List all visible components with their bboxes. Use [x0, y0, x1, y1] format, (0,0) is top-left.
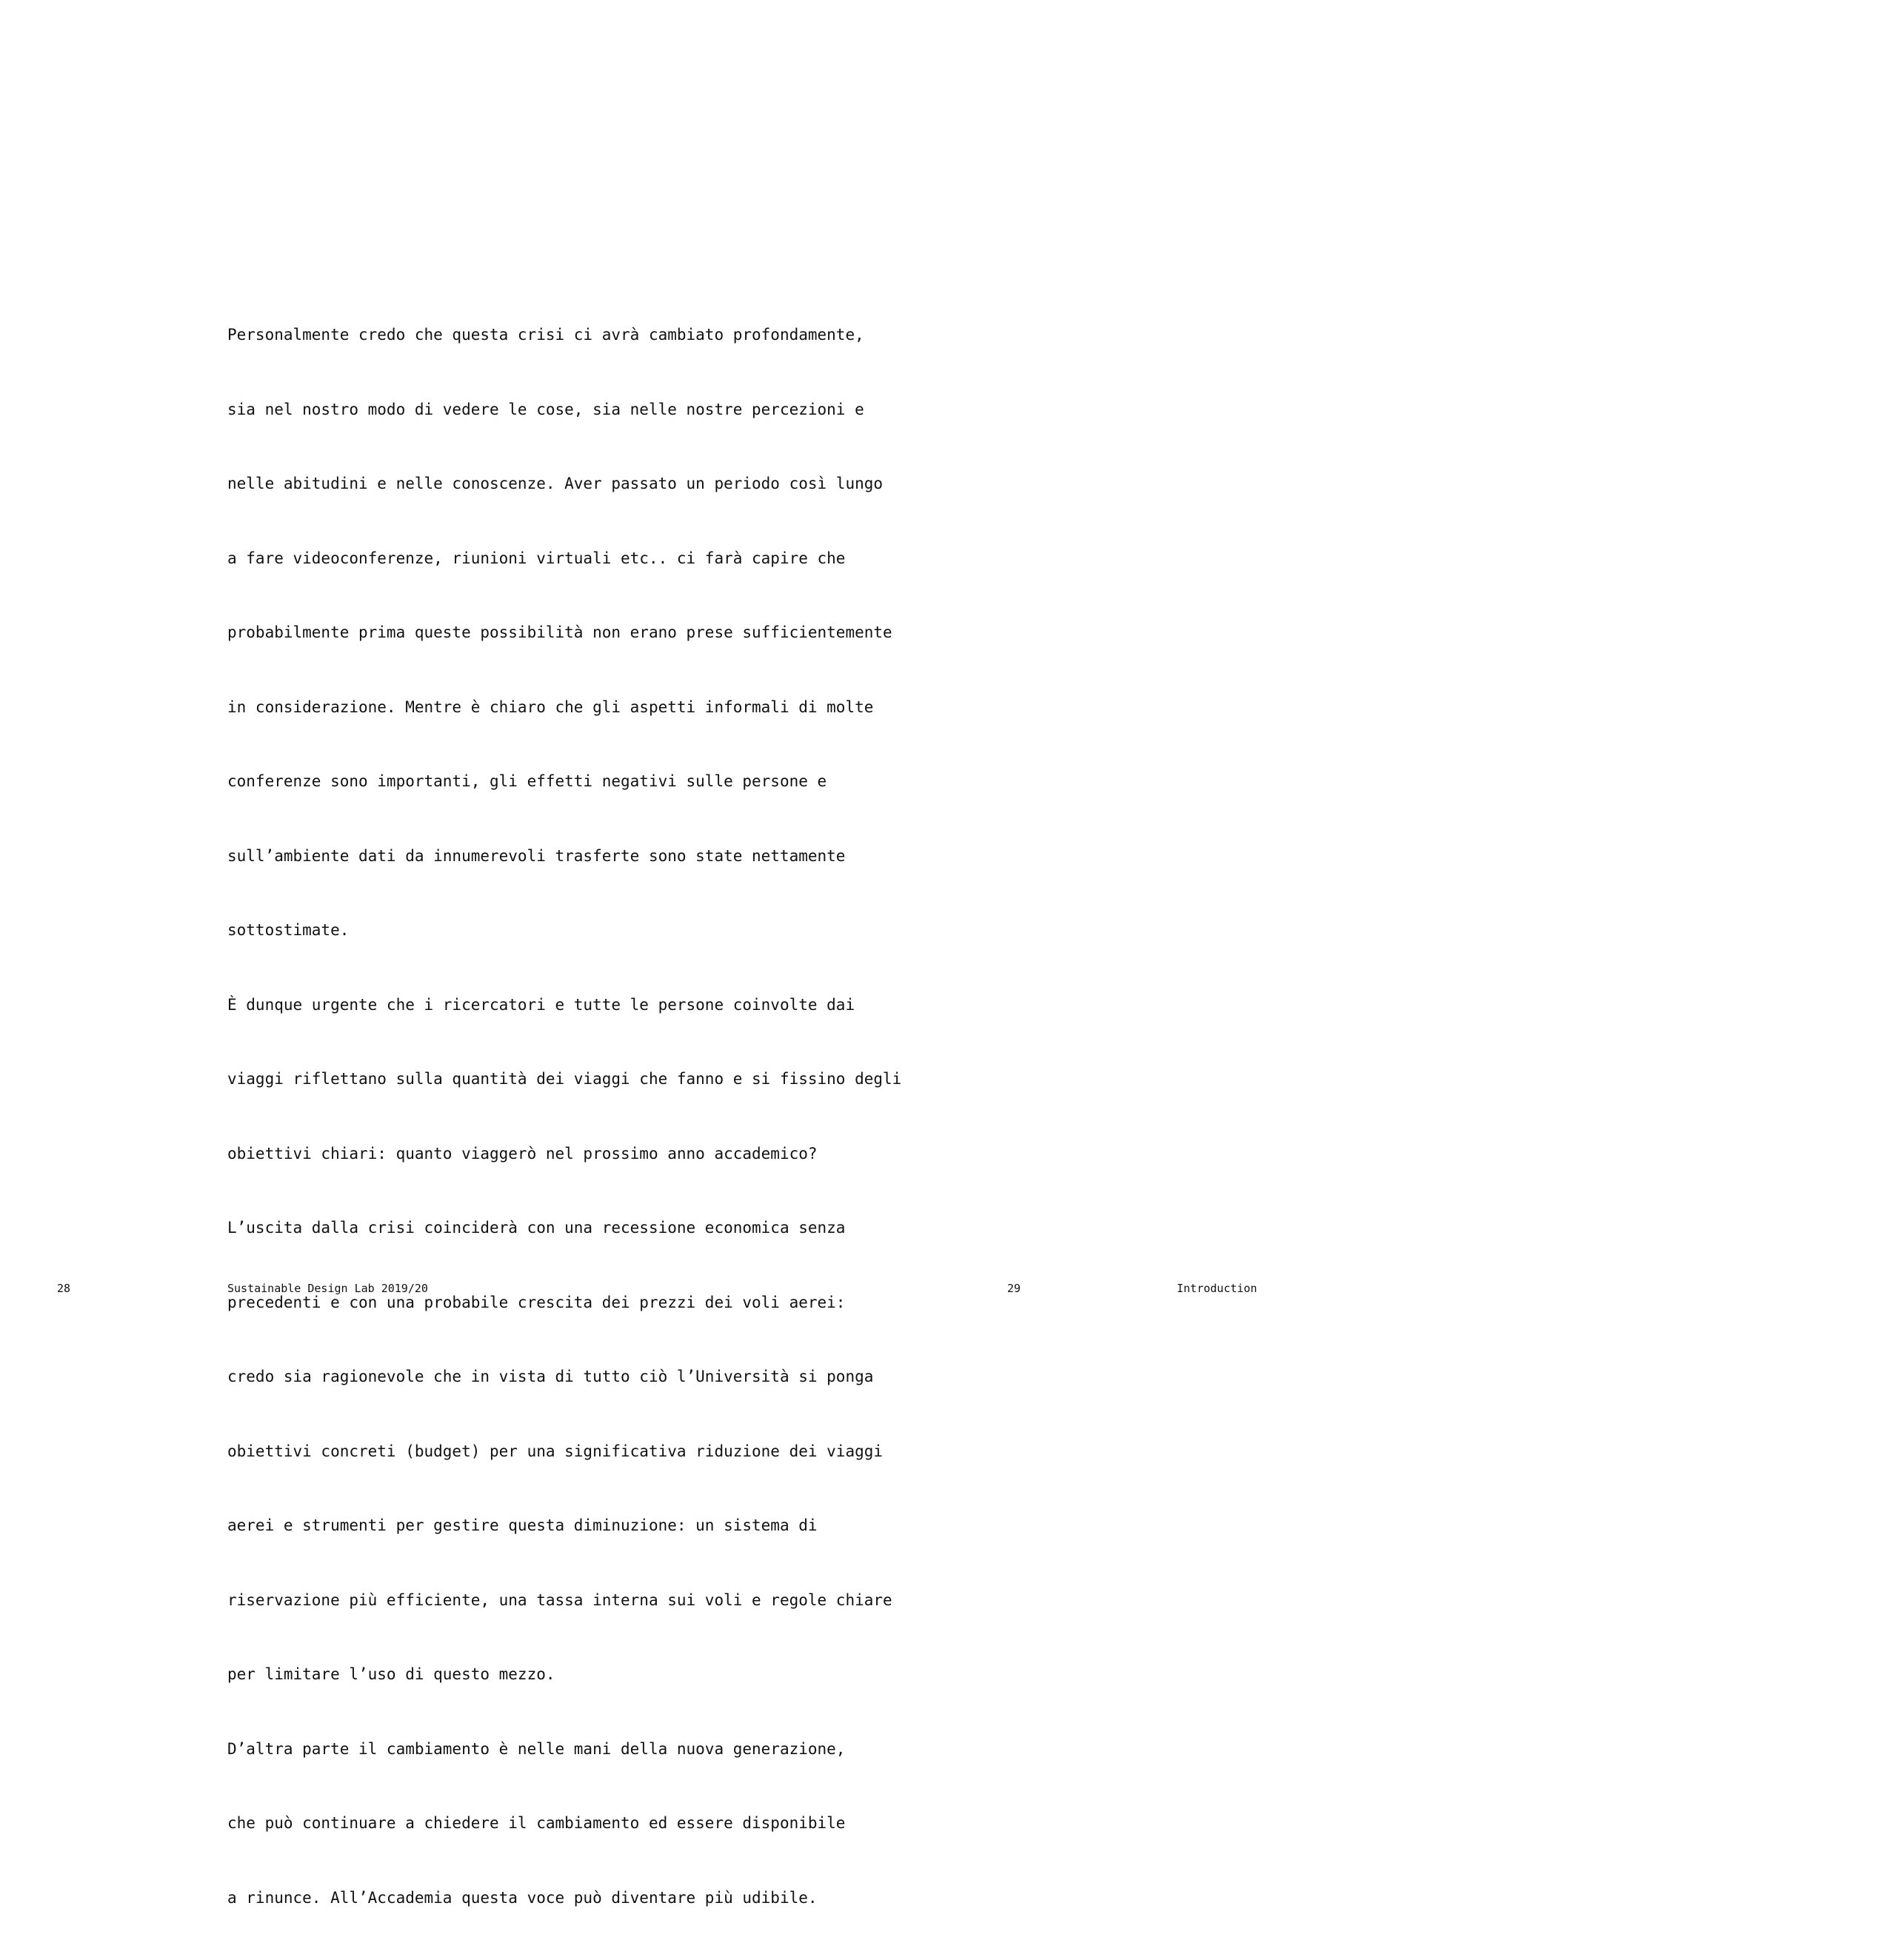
left-page-number: 28	[57, 1282, 71, 1295]
body-line: conferenze sono importanti, gli effetti negativi sulle persone e	[227, 772, 827, 790]
body-line: a fare videoconferenze, riunioni virtuali etc.. ci farà capire che	[227, 549, 846, 567]
body-line: È dunque urgente che i ricercatori e tutte le persone coinvolte dai	[227, 995, 855, 1014]
left-running-title: Sustainable Design Lab 2019/20	[227, 1282, 428, 1295]
body-line: credo sia ragionevole che in vista di tutto ciò l’Università si ponga	[227, 1368, 874, 1385]
body-line: sottostimate.	[227, 921, 350, 939]
body-text	[227, 273, 924, 1960]
body-line: per limitare l’uso di questo mezzo.	[227, 1665, 555, 1683]
body-line: obiettivi concreti (budget) per una significativa riduzione dei viaggi	[227, 1442, 884, 1460]
body-line: D’altra parte il cambiamento è nelle mani della nuova generazione,	[227, 1739, 846, 1758]
body-line: sia nel nostro modo di vedere le cose, sia nelle nostre percezioni e	[227, 400, 864, 418]
body-line: Personalmente credo che questa crisi ci avrà cambiato profondamente,	[227, 326, 864, 344]
body-line: L’uscita dalla crisi coinciderà con una recessione economica senza	[227, 1219, 846, 1237]
body-line: viaggi riflettano sulla quantità dei viaggi che fanno e si fissino degli	[227, 1070, 902, 1088]
body-line: riservazione più efficiente, una tassa interna sui voli e regole chiare	[227, 1591, 892, 1609]
body-line: sull’ambiente dati da innumerevoli trasferte sono state nettamente	[227, 846, 846, 865]
body-line: in considerazione. Mentre è chiaro che gli aspetti informali di molte	[227, 698, 874, 716]
body-line: che può continuare a chiedere il cambiamento ed essere disponibile	[227, 1814, 846, 1832]
body-line: probabilmente prima queste possibilità non erano prese sufficientemente	[227, 623, 892, 641]
body-line: a rinunce. All’Accademia questa voce può diventare più udibile.	[227, 1888, 818, 1907]
right-running-title: Introduction	[1177, 1282, 1258, 1295]
body-line: aerei e strumenti per gestire questa diminuzione: un sistema di	[227, 1516, 818, 1534]
body-line: precedenti e con una probabile crescita dei prezzi dei voli aerei:	[227, 1293, 846, 1311]
body-line: obiettivi chiari: quanto viaggerò nel prossimo anno accademico?	[227, 1144, 818, 1163]
right-page-number: 29	[1007, 1282, 1021, 1295]
body-line: nelle abitudini e nelle conoscenze. Aver passato un periodo così lungo	[227, 475, 884, 492]
